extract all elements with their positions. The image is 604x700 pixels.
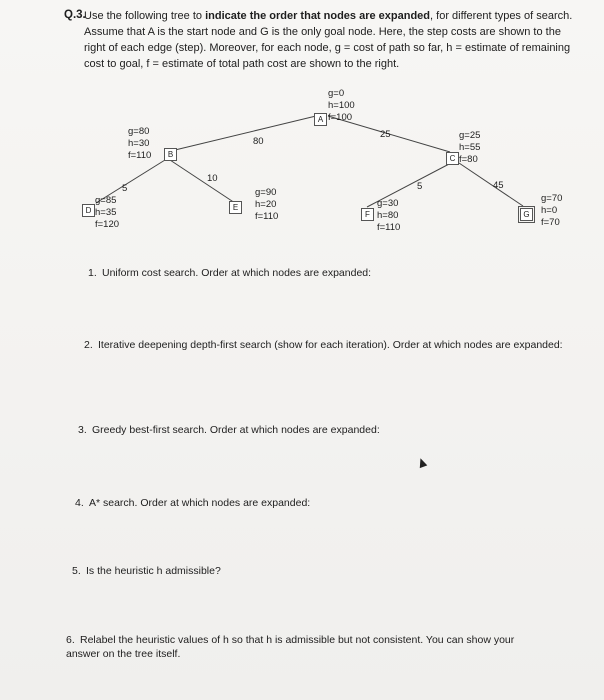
node-f-g: g=30 [377,198,399,209]
intro-text-2: , for different types of search. Assume that A is the start node and G is the only goal node. Here, the step costs are shown to the right of each edge (step). Moreover, for each node, g = cost of path so far, h = estimate of remaining cost to goal, f = estimate of total path cost are shown to the right. [84,10,573,70]
node-c-g: g=25 [459,130,481,141]
node-a-f: f=100 [328,112,353,123]
node-a-g: g=0 [328,88,345,99]
node-e-h: h=20 [255,199,277,210]
edge-cost-a-b: 80 [253,136,264,147]
edge-a-b [175,116,316,150]
node-b-values [128,126,151,162]
question-1-number: 1. [88,267,97,279]
question-1 [88,266,508,280]
node-c-h: h=55 [459,142,481,153]
node-g-g: g=70 [541,193,563,204]
edge-cost-a-c: 25 [380,129,391,140]
node-d-values [95,195,119,231]
question-3-text: Greedy best-first search. Order at which nodes are expanded: [92,424,380,436]
question-3 [78,423,498,437]
question-2-number: 2. [84,339,93,351]
question-number: Q.3. [64,9,86,21]
node-g-values [541,193,562,229]
question-2-text: Iterative deepening depth-first search (show for each iteration). Order at which nodes are expanded: [98,339,563,351]
node-f: F [361,208,374,221]
node-b-g: g=80 [128,126,150,137]
node-g-h: h=0 [541,205,558,216]
node-f-h: h=80 [377,210,399,221]
question-6-number: 6. [66,634,75,646]
question-3-number: 3. [78,424,87,436]
intro-text-1: Use the following tree to [84,10,206,22]
node-c: C [446,152,459,165]
node-g-f: f=70 [541,217,560,228]
node-d: D [82,204,95,217]
question-1-text: Uniform cost search. Order at which nodes are expanded: [102,267,372,279]
node-b: B [164,148,177,161]
edge-cost-c-f: 5 [417,181,423,192]
edge-c-g [459,163,523,206]
question-5-text: Is the heuristic h admissible? [86,565,221,577]
node-a: A [314,113,327,126]
node-e-values [255,187,278,223]
node-d-g: g=85 [95,195,117,206]
question-4 [75,496,495,510]
node-f-values [377,198,400,234]
node-g-goal: G [520,208,533,221]
question-6-text: Relabel the heuristic values of h so that h is admissible but not consistent. You can show your answer on the tree itself. [66,634,515,660]
edge-cost-b-e: 10 [207,173,218,184]
node-f-f: f=110 [377,222,401,233]
node-d-f: f=120 [95,219,120,230]
node-c-values [459,130,480,166]
edge-cost-c-g: 45 [493,180,504,191]
node-c-f: f=80 [459,154,478,165]
node-b-h: h=30 [128,138,150,149]
node-b-f: f=110 [128,150,152,161]
node-e-f: f=110 [255,211,279,222]
question-5 [72,564,472,578]
question-4-text: A* search. Order at which nodes are expanded: [89,497,311,509]
node-d-h: h=35 [95,207,117,218]
question-2 [84,338,574,352]
question-6 [66,633,536,661]
question-5-number: 5. [72,565,81,577]
node-e: E [229,201,242,214]
edge-b-e [170,160,235,203]
edge-cost-b-d: 5 [122,183,128,194]
node-a-values [328,88,355,124]
node-a-h: h=100 [328,100,355,111]
question-4-number: 4. [75,497,84,509]
intro-text-bold: indicate the order that nodes are expanded [205,10,431,22]
node-e-g: g=90 [255,187,277,198]
